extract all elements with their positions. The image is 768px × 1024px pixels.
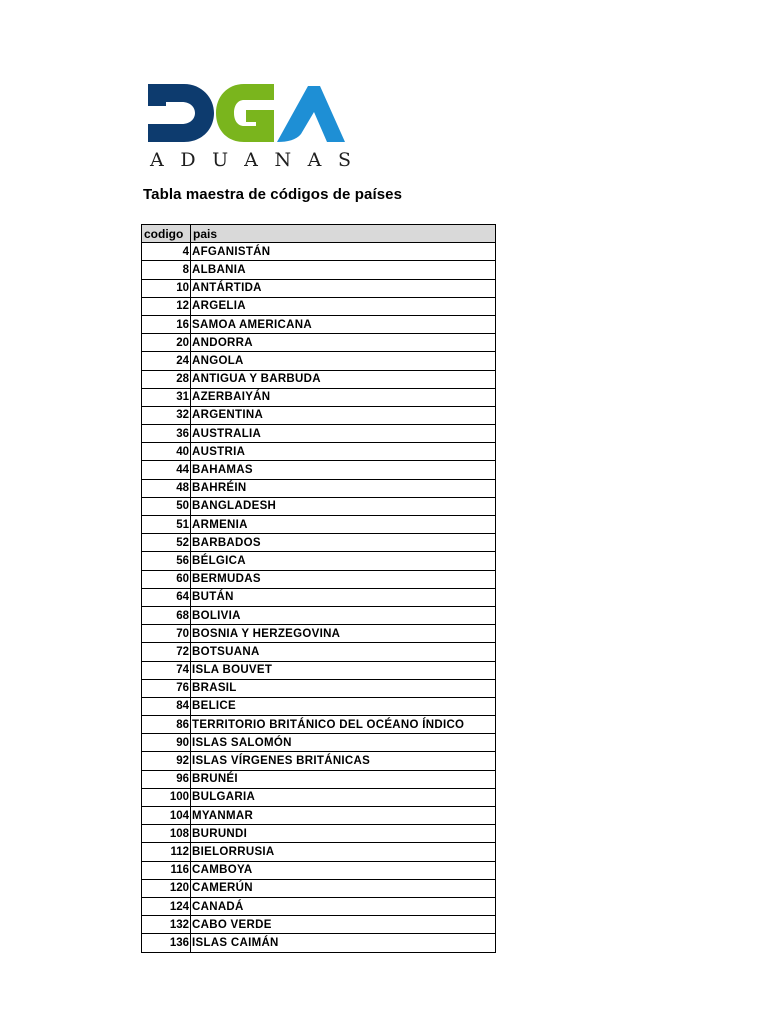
- country-name-cell: ISLA BOUVET: [191, 661, 496, 679]
- country-name-cell: CAMERÚN: [191, 879, 496, 897]
- country-name-cell: BRASIL: [191, 679, 496, 697]
- table-row: [142, 716, 496, 734]
- table-row: [142, 897, 496, 915]
- country-name-cell: ANDORRA: [191, 334, 496, 352]
- column-header-codigo: codigo: [142, 225, 191, 243]
- country-name-cell: ANGOLA: [191, 352, 496, 370]
- country-name-cell: ARMENIA: [191, 516, 496, 534]
- country-code-cell: 84: [142, 697, 191, 715]
- country-name-cell: ARGELIA: [191, 297, 496, 315]
- country-name-cell: BANGLADESH: [191, 497, 496, 515]
- country-name-cell: BIELORRUSIA: [191, 843, 496, 861]
- table-row: [142, 606, 496, 624]
- country-name-cell: AZERBAIYÁN: [191, 388, 496, 406]
- country-code-cell: 31: [142, 388, 191, 406]
- country-code-cell: 28: [142, 370, 191, 388]
- country-name-cell: ISLAS CAIMÁN: [191, 934, 496, 952]
- country-code-cell: 10: [142, 279, 191, 297]
- logo-wordmark: ADUANAS: [150, 149, 351, 170]
- country-name-cell: SAMOA AMERICANA: [191, 315, 496, 333]
- table-row: [142, 479, 496, 497]
- table-row: [142, 552, 496, 570]
- table-row: [142, 352, 496, 370]
- country-code-cell: 20: [142, 334, 191, 352]
- logo-letter-a: [277, 86, 345, 142]
- table-row: [142, 752, 496, 770]
- country-codes-table: [141, 224, 496, 953]
- country-name-cell: ANTÁRTIDA: [191, 279, 496, 297]
- table-row: [142, 825, 496, 843]
- country-code-cell: 36: [142, 425, 191, 443]
- country-name-cell: BOTSUANA: [191, 643, 496, 661]
- country-name-cell: ANTIGUA Y BARBUDA: [191, 370, 496, 388]
- country-code-cell: 8: [142, 261, 191, 279]
- country-name-cell: ISLAS SALOMÓN: [191, 734, 496, 752]
- table-row: [142, 315, 496, 333]
- table-row: [142, 843, 496, 861]
- table-row: [142, 625, 496, 643]
- country-code-cell: 56: [142, 552, 191, 570]
- country-name-cell: CAMBOYA: [191, 861, 496, 879]
- country-name-cell: BOLIVIA: [191, 606, 496, 624]
- country-code-cell: 116: [142, 861, 191, 879]
- country-code-cell: 96: [142, 770, 191, 788]
- table-row: [142, 861, 496, 879]
- country-code-cell: 100: [142, 788, 191, 806]
- country-code-cell: 124: [142, 897, 191, 915]
- country-name-cell: AFGANISTÁN: [191, 243, 496, 261]
- country-code-cell: 86: [142, 716, 191, 734]
- table-row: [142, 406, 496, 424]
- country-name-cell: BERMUDAS: [191, 570, 496, 588]
- table-row: [142, 807, 496, 825]
- country-code-cell: 90: [142, 734, 191, 752]
- dga-logo-mark: [148, 84, 358, 170]
- country-code-cell: 44: [142, 461, 191, 479]
- country-code-cell: 51: [142, 516, 191, 534]
- dga-aduanas-logo: [148, 84, 358, 170]
- table-row: [142, 588, 496, 606]
- table-header-row: [142, 225, 496, 243]
- country-name-cell: ALBANIA: [191, 261, 496, 279]
- table-row: [142, 516, 496, 534]
- table-row: [142, 279, 496, 297]
- logo-letter-g: [216, 84, 274, 142]
- country-name-cell: BULGARIA: [191, 788, 496, 806]
- country-code-cell: 50: [142, 497, 191, 515]
- table-row: [142, 770, 496, 788]
- country-name-cell: ISLAS VÍRGENES BRITÁNICAS: [191, 752, 496, 770]
- country-name-cell: BELICE: [191, 697, 496, 715]
- table-row: [142, 443, 496, 461]
- country-name-cell: AUSTRALIA: [191, 425, 496, 443]
- table-row: [142, 679, 496, 697]
- table-row: [142, 534, 496, 552]
- table-body: [142, 243, 496, 952]
- country-name-cell: BAHAMAS: [191, 461, 496, 479]
- country-code-cell: 24: [142, 352, 191, 370]
- country-code-cell: 4: [142, 243, 191, 261]
- country-name-cell: BOSNIA Y HERZEGOVINA: [191, 625, 496, 643]
- table-row: [142, 243, 496, 261]
- country-code-cell: 52: [142, 534, 191, 552]
- table-row: [142, 388, 496, 406]
- page-title: Tabla maestra de códigos de países: [143, 186, 403, 203]
- country-code-cell: 92: [142, 752, 191, 770]
- country-code-cell: 32: [142, 406, 191, 424]
- country-name-cell: AUSTRIA: [191, 443, 496, 461]
- table-row: [142, 643, 496, 661]
- table-row: [142, 370, 496, 388]
- country-name-cell: MYANMAR: [191, 807, 496, 825]
- table-row: [142, 734, 496, 752]
- table-row: [142, 661, 496, 679]
- table-row: [142, 570, 496, 588]
- country-code-cell: 48: [142, 479, 191, 497]
- table-row: [142, 461, 496, 479]
- country-name-cell: CABO VERDE: [191, 916, 496, 934]
- country-code-cell: 136: [142, 934, 191, 952]
- country-name-cell: BARBADOS: [191, 534, 496, 552]
- table-row: [142, 934, 496, 952]
- country-name-cell: ARGENTINA: [191, 406, 496, 424]
- country-name-cell: BRUNÉI: [191, 770, 496, 788]
- country-code-cell: 132: [142, 916, 191, 934]
- country-code-cell: 120: [142, 879, 191, 897]
- country-code-cell: 108: [142, 825, 191, 843]
- table-row: [142, 297, 496, 315]
- country-name-cell: BURUNDI: [191, 825, 496, 843]
- country-name-cell: TERRITORIO BRITÁNICO DEL OCÉANO ÍNDICO: [191, 716, 496, 734]
- country-code-cell: 112: [142, 843, 191, 861]
- table-row: [142, 916, 496, 934]
- table-row: [142, 879, 496, 897]
- country-code-cell: 76: [142, 679, 191, 697]
- country-code-cell: 12: [142, 297, 191, 315]
- table-row: [142, 261, 496, 279]
- table-row: [142, 425, 496, 443]
- country-code-cell: 68: [142, 606, 191, 624]
- country-name-cell: BAHRÉIN: [191, 479, 496, 497]
- country-name-cell: CANADÁ: [191, 897, 496, 915]
- country-code-cell: 16: [142, 315, 191, 333]
- country-code-cell: 104: [142, 807, 191, 825]
- country-name-cell: BÉLGICA: [191, 552, 496, 570]
- table-row: [142, 497, 496, 515]
- table-row: [142, 697, 496, 715]
- country-code-cell: 72: [142, 643, 191, 661]
- table-row: [142, 788, 496, 806]
- country-code-cell: 40: [142, 443, 191, 461]
- table-row: [142, 334, 496, 352]
- country-code-cell: 64: [142, 588, 191, 606]
- country-code-cell: 70: [142, 625, 191, 643]
- logo-letter-d: [148, 84, 214, 142]
- country-code-cell: 60: [142, 570, 191, 588]
- country-code-cell: 74: [142, 661, 191, 679]
- column-header-pais: pais: [191, 225, 496, 243]
- country-name-cell: BUTÁN: [191, 588, 496, 606]
